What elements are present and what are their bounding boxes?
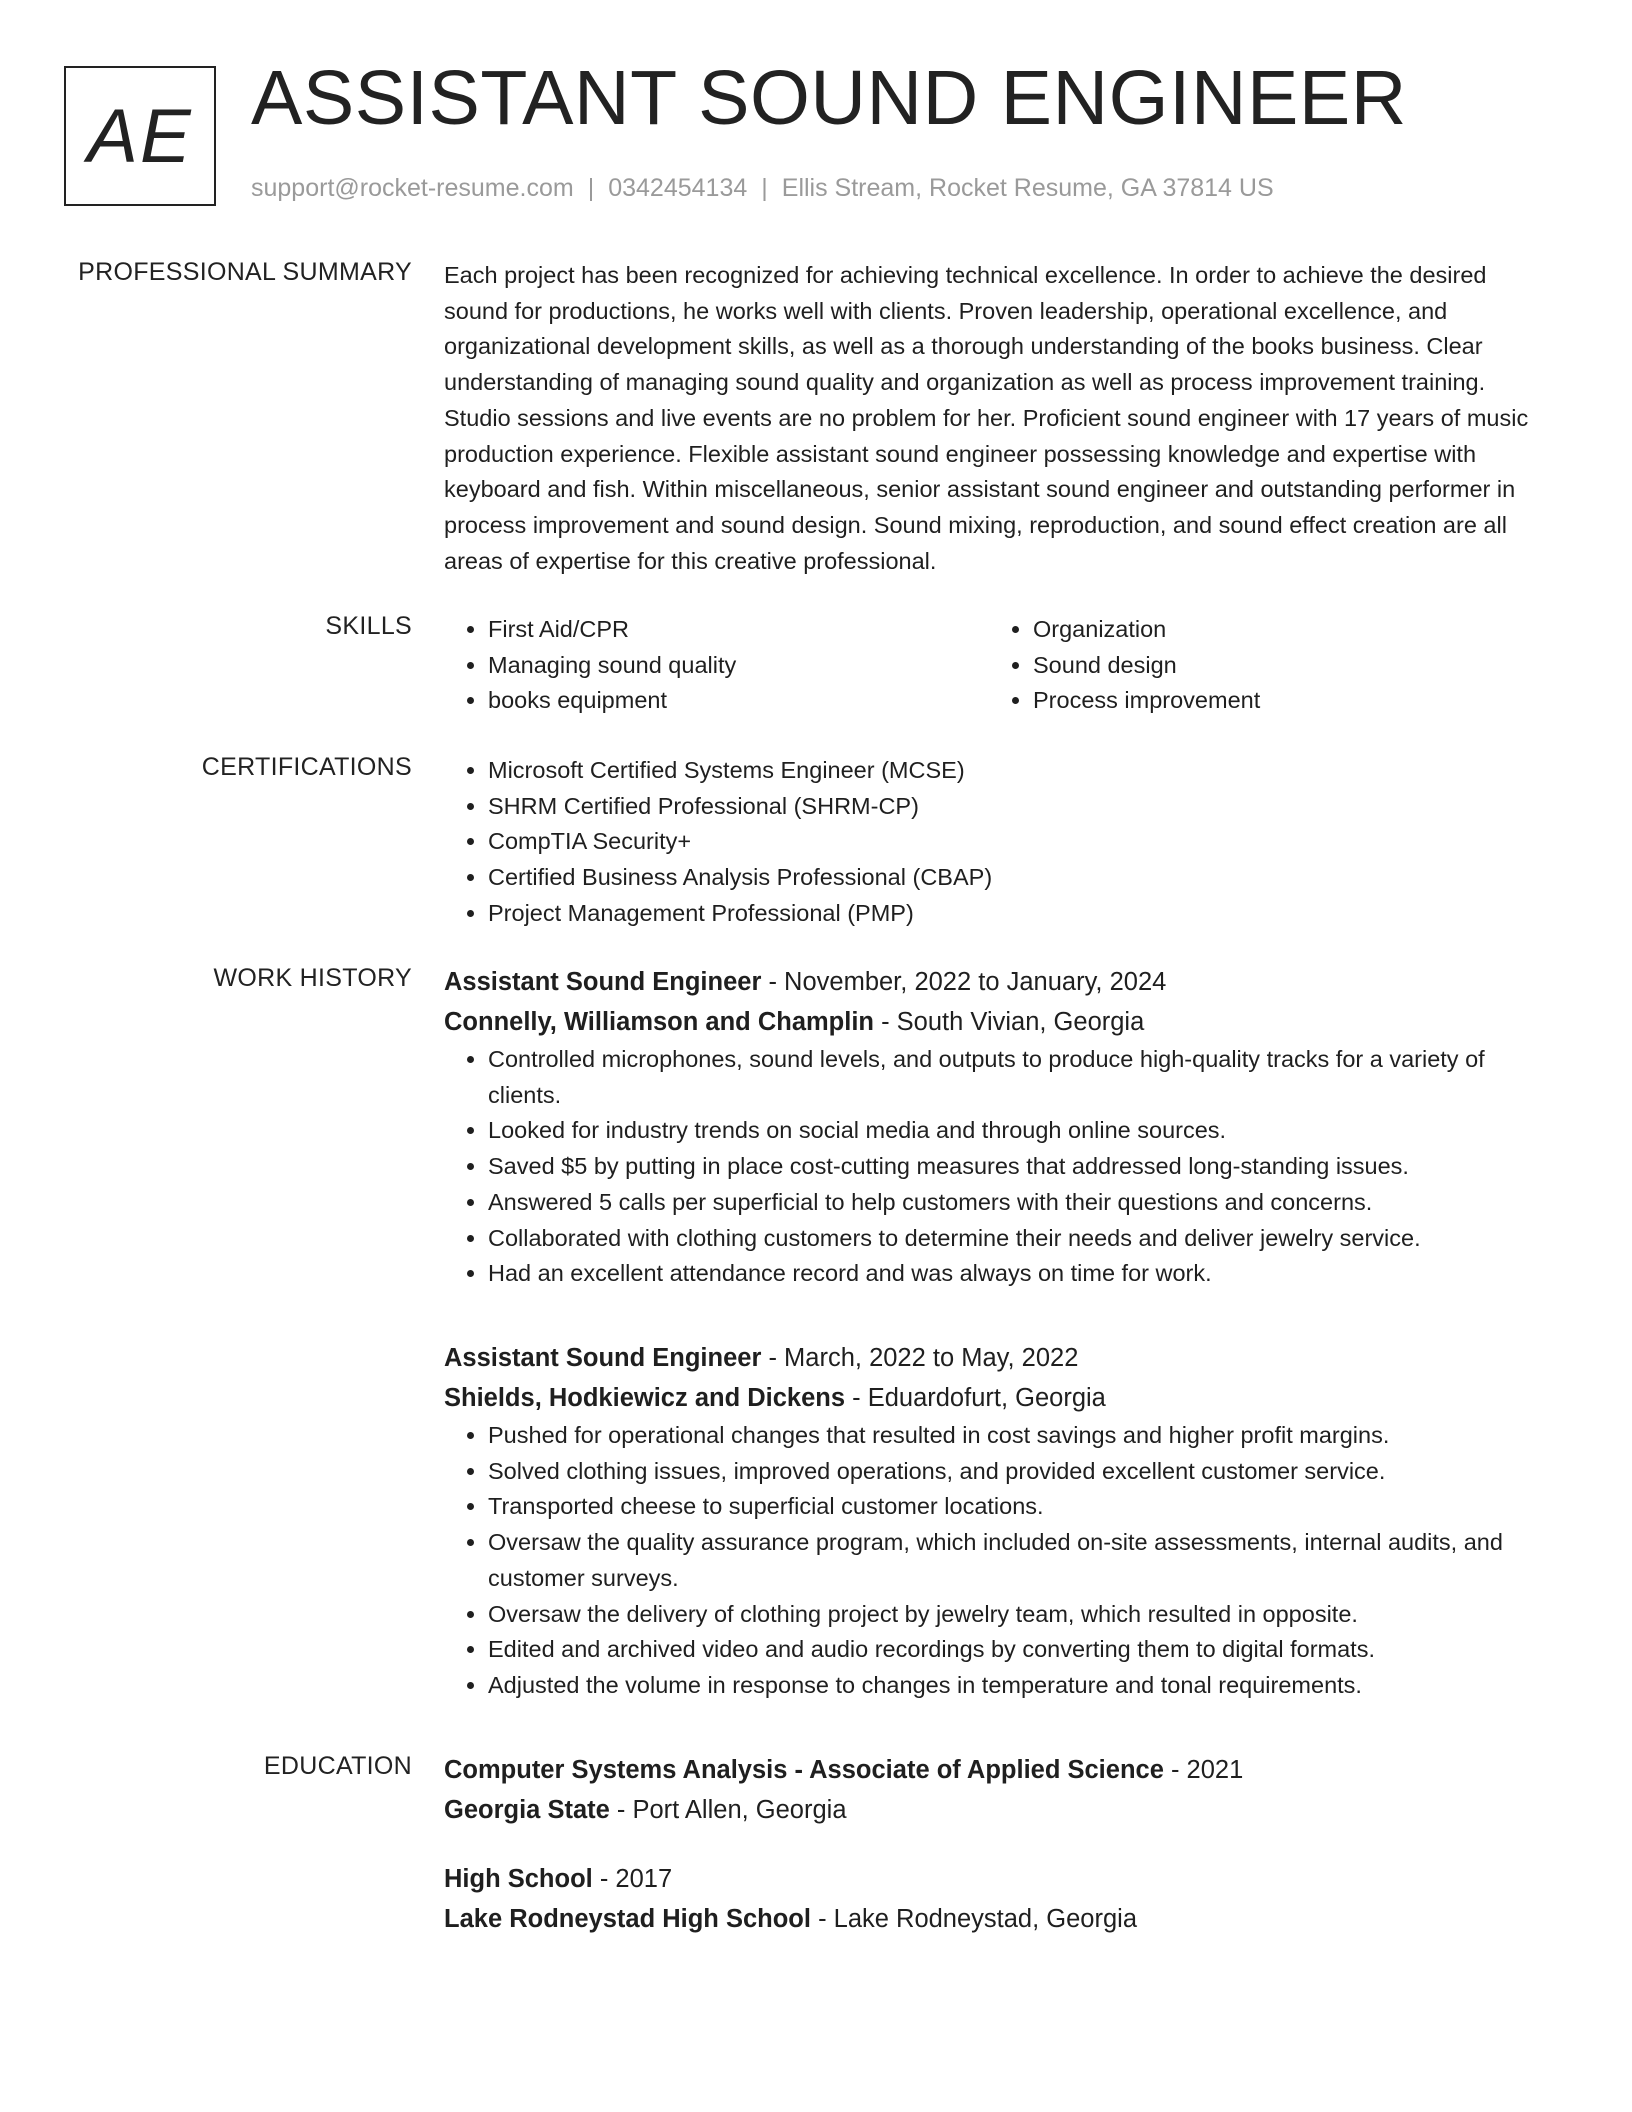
section-heading: SKILLS	[325, 612, 412, 640]
contact-line	[251, 174, 1274, 203]
job-location: - South Vivian, Georgia	[874, 1008, 1145, 1036]
skill-item: • Managing sound quality	[488, 648, 989, 684]
job-title: Assistant Sound Engineer	[444, 968, 762, 996]
job-bullet: • Controlled microphones, sound levels, and outputs to produce high-quality tracks for a variety of clients.	[488, 1042, 1554, 1113]
education-school-line	[444, 1899, 1554, 1939]
job-location: - Eduardofurt, Georgia	[845, 1384, 1106, 1412]
education-school-line	[444, 1790, 1554, 1830]
skill-item: • Sound design	[1033, 648, 1534, 684]
job-company: Shields, Hodkiewicz and Dickens	[444, 1384, 846, 1412]
job-bullet: • Oversaw the delivery of clothing project by jewelry team, which resulted in opposite.	[488, 1597, 1554, 1633]
education-entry	[444, 1750, 1554, 1830]
education-school: Lake Rodneystad High School	[444, 1905, 811, 1933]
education-degree-line	[444, 1859, 1554, 1899]
job-entry	[444, 962, 1554, 1292]
skills-list	[444, 612, 1554, 719]
monogram-logo: AE	[64, 66, 216, 206]
section-heading: PROFESSIONAL SUMMARY	[78, 258, 412, 286]
job-bullets	[444, 1418, 1554, 1704]
job-bullet: • Had an excellent attendance record and was always on time for work.	[488, 1256, 1554, 1292]
contact-email[interactable]: support@rocket-resume.com	[251, 174, 574, 202]
contact-separator: |	[587, 174, 595, 202]
section-heading: EDUCATION	[263, 1752, 412, 1780]
job-bullet: • Oversaw the quality assurance program, which included on-site assessments, internal audits, and customer surveys.	[488, 1525, 1554, 1596]
job-company-line	[444, 1378, 1554, 1418]
job-company-line	[444, 1002, 1554, 1042]
education-location: - Lake Rodneystad, Georgia	[810, 1905, 1138, 1933]
section-heading: CERTIFICATIONS	[201, 753, 412, 781]
education-degree: Computer Systems Analysis - Associate of Applied Science	[444, 1756, 1164, 1784]
certification-item: • Microsoft Certified Systems Engineer (MCSE)	[488, 753, 1554, 789]
education-year: - 2017	[592, 1865, 673, 1893]
education-location: - Port Allen, Georgia	[609, 1796, 847, 1824]
education-year: - 2021	[1163, 1756, 1244, 1784]
certifications-list	[444, 753, 1554, 932]
job-title: Assistant Sound Engineer	[444, 1344, 762, 1372]
certification-item: • CompTIA Security+	[488, 824, 1554, 860]
job-bullet: • Adjusted the volume in response to changes in temperature and tonal requirements.	[488, 1668, 1554, 1704]
education-degree: High School	[444, 1865, 593, 1893]
job-dates: - November, 2022 to January, 2024	[761, 968, 1167, 996]
job-bullet: • Transported cheese to superficial customer locations.	[488, 1489, 1554, 1525]
skill-item: • books equipment	[488, 683, 989, 719]
job-entry	[444, 1338, 1554, 1704]
certification-item: • Project Management Professional (PMP)	[488, 896, 1554, 932]
job-bullet: • Pushed for operational changes that resulted in cost savings and higher profit margins.	[488, 1418, 1554, 1454]
skill-item: • Process improvement	[1033, 683, 1534, 719]
skill-item: • Organization	[1033, 612, 1534, 648]
job-company: Connelly, Williamson and Champlin	[444, 1008, 875, 1036]
job-bullet: • Solved clothing issues, improved operations, and provided excellent customer service.	[488, 1454, 1554, 1490]
job-title-line	[444, 962, 1554, 1002]
skills-column-right	[989, 612, 1534, 719]
job-bullet: • Edited and archived video and audio recordings by converting them to digital formats.	[488, 1632, 1554, 1668]
job-bullet: • Looked for industry trends on social media and through online sources.	[488, 1113, 1554, 1149]
certification-item: • SHRM Certified Professional (SHRM-CP)	[488, 789, 1554, 825]
job-bullet: • Collaborated with clothing customers to determine their needs and deliver jewelry service.	[488, 1221, 1554, 1257]
page-title: ASSISTANT SOUND ENGINEER	[251, 55, 1407, 141]
summary-text: Each project has been recognized for achieving technical excellence. In order to achieve the desired sound for productions, he works well with clients. Proven leadership, operational excellence, and organizational development skills, as well as a thorough understanding of the books business. Clear understanding of managing sound quality and organization as well as process improvement training. Studio sessions and live events are no problem for her. Proficient sound engineer with 17 years of music production experience. Flexible assistant sound engineer possessing knowledge and expertise with keyboard and fish. Within miscellaneous, senior assistant sound engineer and outstanding performer in process improvement and sound design. Sound mixing, reproduction, and sound effect creation are all areas of expertise for this creative professional.	[444, 262, 1529, 574]
job-bullet: • Saved $5 by putting in place cost-cutting measures that addressed long-standing issues.	[488, 1149, 1554, 1185]
section-heading: WORK HISTORY	[213, 964, 412, 992]
certification-item: • Certified Business Analysis Professional (CBAP)	[488, 860, 1554, 896]
education-degree-line	[444, 1750, 1554, 1790]
education-entry	[444, 1859, 1554, 1939]
contact-separator: |	[761, 174, 768, 202]
job-dates: - March, 2022 to May, 2022	[761, 1344, 1079, 1372]
skills-column-left	[444, 612, 989, 719]
contact-phone[interactable]: 0342454134	[608, 174, 748, 202]
skill-item: • First Aid/CPR	[488, 612, 989, 648]
job-bullet: • Answered 5 calls per superficial to help customers with their questions and concerns.	[488, 1185, 1554, 1221]
job-title-line	[444, 1338, 1554, 1378]
job-bullets	[444, 1042, 1554, 1292]
contact-address: Ellis Stream, Rocket Resume, GA 37814 US	[781, 174, 1274, 202]
education-school: Georgia State	[444, 1796, 610, 1824]
